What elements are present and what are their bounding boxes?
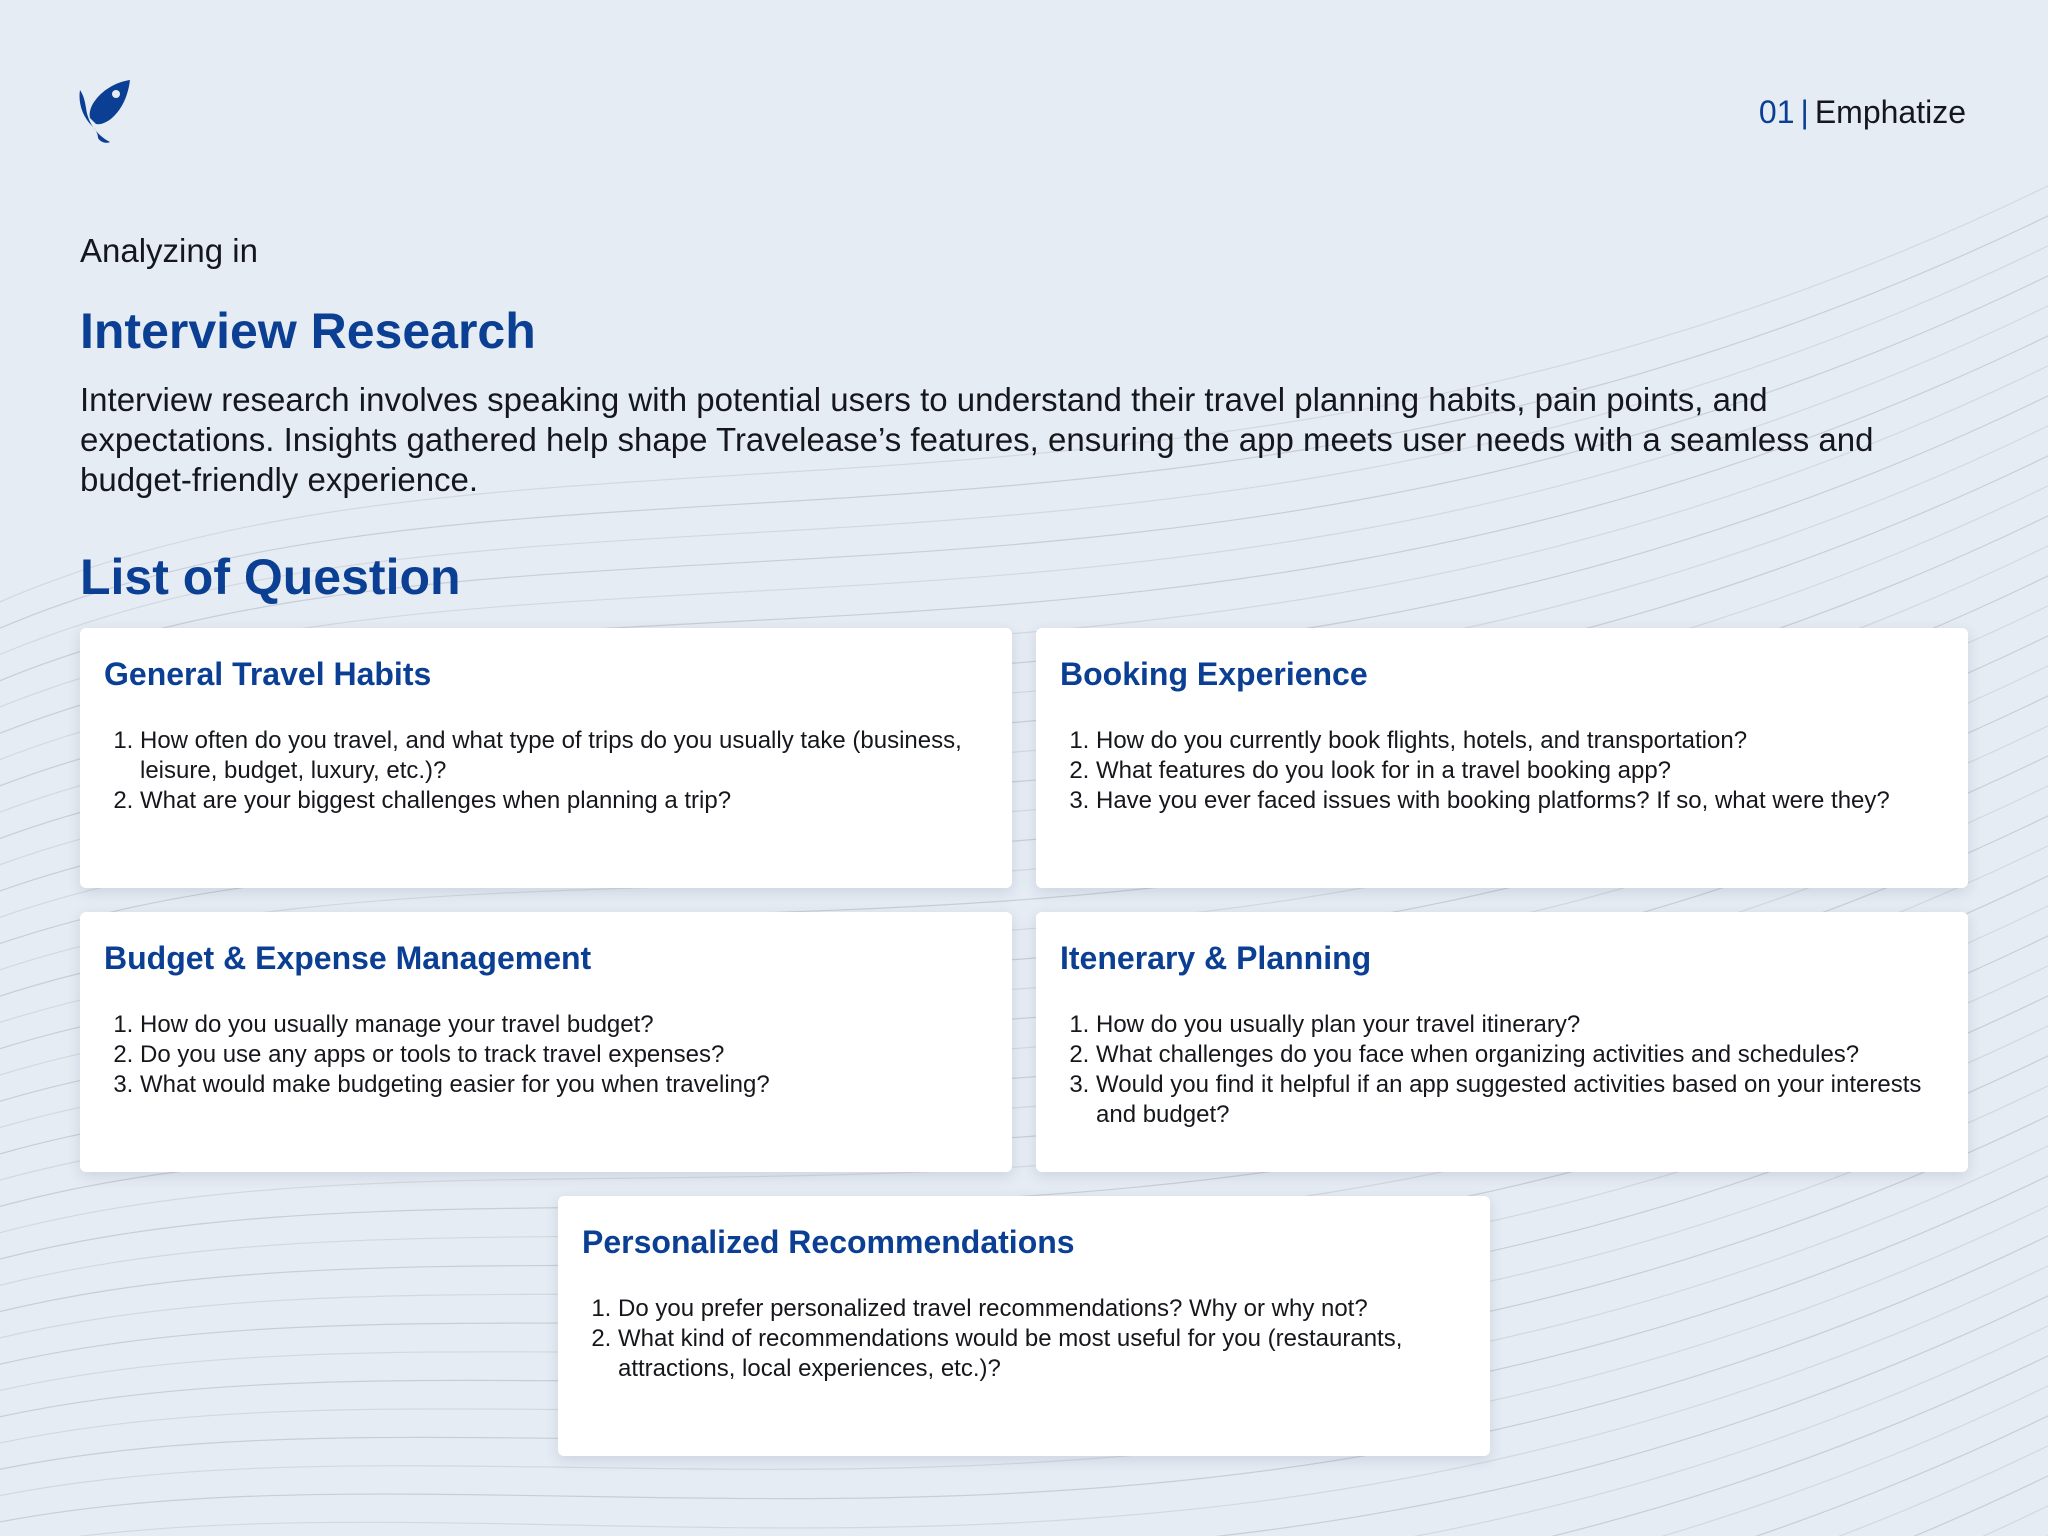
question-item: 2. What challenges do you face when organizing activities and schedules? <box>1096 1040 1944 1070</box>
question-list <box>104 726 988 816</box>
intro-paragraph: Interview research involves speaking with potential users to understand their travel planning habits, pain points, and expectations. Insights gathered help shape Travelease’s features, ensuring the app meets user needs with a seamless and budget-friendly experience. <box>80 381 1874 498</box>
question-item: 2. What features do you look for in a travel booking app? <box>1096 756 1944 786</box>
question-list-title: List of Question <box>80 549 461 605</box>
question-list <box>104 1010 988 1100</box>
section-indicator <box>1759 92 1966 132</box>
question-list <box>1060 1010 1944 1130</box>
question-item: 2. What are your biggest challenges when planning a trip? <box>140 786 988 816</box>
question-item: 2. Do you use any apps or tools to track travel expenses? <box>140 1040 988 1070</box>
background-wave-line <box>0 1480 2048 1536</box>
question-item: 3. What would make budgeting easier for you when traveling? <box>140 1070 988 1100</box>
question-item: 1. How do you currently book flights, hotels, and transportation? <box>1096 726 1944 756</box>
question-item: 1. How often do you travel, and what type of trips do you usually take (business, leisure, budget, luxury, etc.)? <box>140 726 988 786</box>
question-item: 1. Do you prefer personalized travel recommendations? Why or why not? <box>618 1294 1466 1324</box>
card-title: Itenerary & Planning <box>1060 940 1372 976</box>
section-name: Emphatize <box>1814 94 1966 130</box>
question-card-personalized-recommendations <box>558 1196 1490 1456</box>
rocket-logo-icon <box>76 76 136 146</box>
question-item: 2. What kind of recommendations would be most useful for you (restaurants, attractions, local experiences, etc.)? <box>618 1324 1466 1384</box>
section-number: 01 <box>1758 94 1795 130</box>
question-item: 3. Have you ever faced issues with booking platforms? If so, what were they? <box>1096 786 1944 816</box>
question-card-booking-experience <box>1036 628 1968 888</box>
card-title: General Travel Habits <box>104 656 432 692</box>
page-title: Interview Research <box>80 303 536 359</box>
question-card-general-travel-habits <box>80 628 1012 888</box>
question-card-budget-expense-management <box>80 912 1012 1172</box>
section-separator: | <box>1800 94 1809 130</box>
card-title: Personalized Recommendations <box>582 1224 1075 1260</box>
question-card-itenerary-planning <box>1036 912 1968 1172</box>
question-item: 3. Would you find it helpful if an app suggested activities based on your interests and budget? <box>1096 1070 1944 1130</box>
question-list <box>582 1294 1466 1384</box>
question-item: 1. How do you usually manage your travel budget? <box>140 1010 988 1040</box>
eyebrow-text: Analyzing in <box>80 232 258 269</box>
card-title: Booking Experience <box>1060 656 1368 692</box>
question-item: 1. How do you usually plan your travel itinerary? <box>1096 1010 1944 1040</box>
question-list <box>1060 726 1944 816</box>
card-title: Budget & Expense Management <box>104 940 592 976</box>
